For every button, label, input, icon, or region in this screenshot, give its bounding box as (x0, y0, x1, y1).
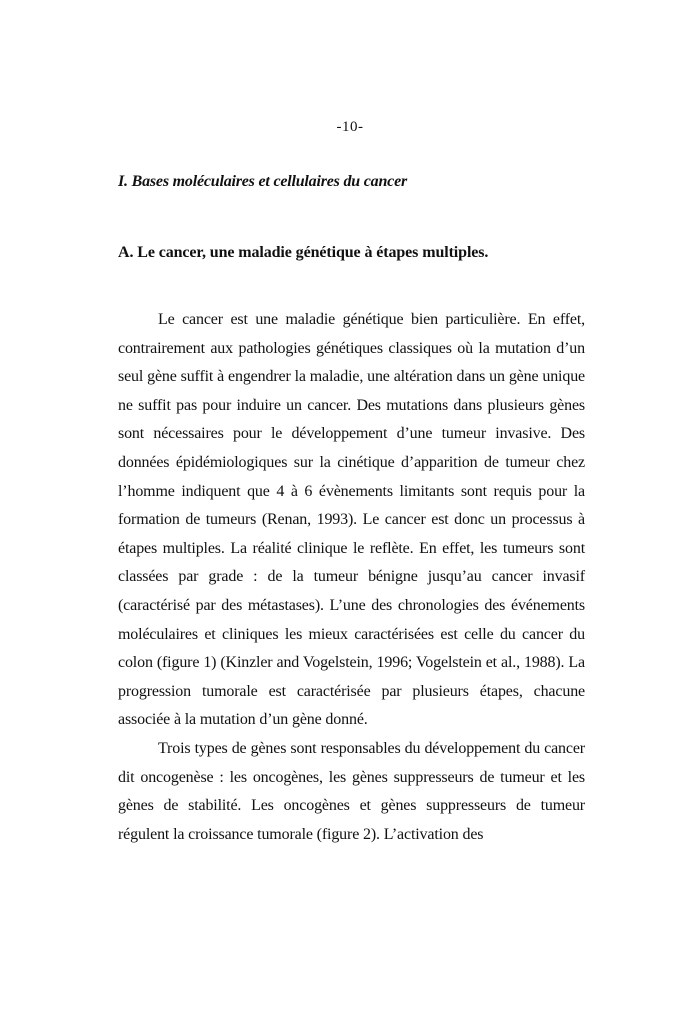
page-number: -10- (336, 119, 364, 135)
body-text (118, 306, 585, 849)
paragraph: Le cancer est une maladie génétique bien particulière. En effet, contrairement aux pathologies génétiques classiques où la mutation d’un seul gène suffit à engendrer la maladie, une altération dans un gène unique ne suffit pas pour induire un cancer. Des mutations dans plusieurs gènes sont nécessaires pour le développement d’une tumeur invasive. Des données épidémiologiques sur la cinétique d’apparition de tumeur chez l’homme indiquent que 4 à 6 évènements limitants sont requis pour la formation de tumeurs (Renan, 1993). Le cancer est donc un processus à étapes multiples. La réalité clinique le reflète. En effet, les tumeurs sont classées par grade : de la tumeur bénigne jusqu’au cancer invasif (caractérisé par des métastases). L’une des chronologies des événements moléculaires et cliniques les mieux caractérisées est celle du cancer du colon (figure 1) (Kinzler and Vogelstein, 1996; Vogelstein et al., 1988). La progression tumorale est caractérisée par plusieurs étapes, chacune associée à la mutation d’un gène donné. (118, 311, 585, 729)
paragraph: Trois types de gènes sont responsables du développement du cancer dit oncogenèse : les oncogènes, les gènes suppresseurs de tumeur et les gènes de stabilité. Les oncogènes et gènes suppresseurs de tumeur régulent la croissance tumorale (figure 2). L’activation des (118, 739, 585, 843)
subsection-heading: A. Le cancer, une maladie génétique à étapes multiples. (118, 244, 489, 261)
section-heading: I. Bases moléculaires et cellulaires du cancer (118, 173, 408, 190)
